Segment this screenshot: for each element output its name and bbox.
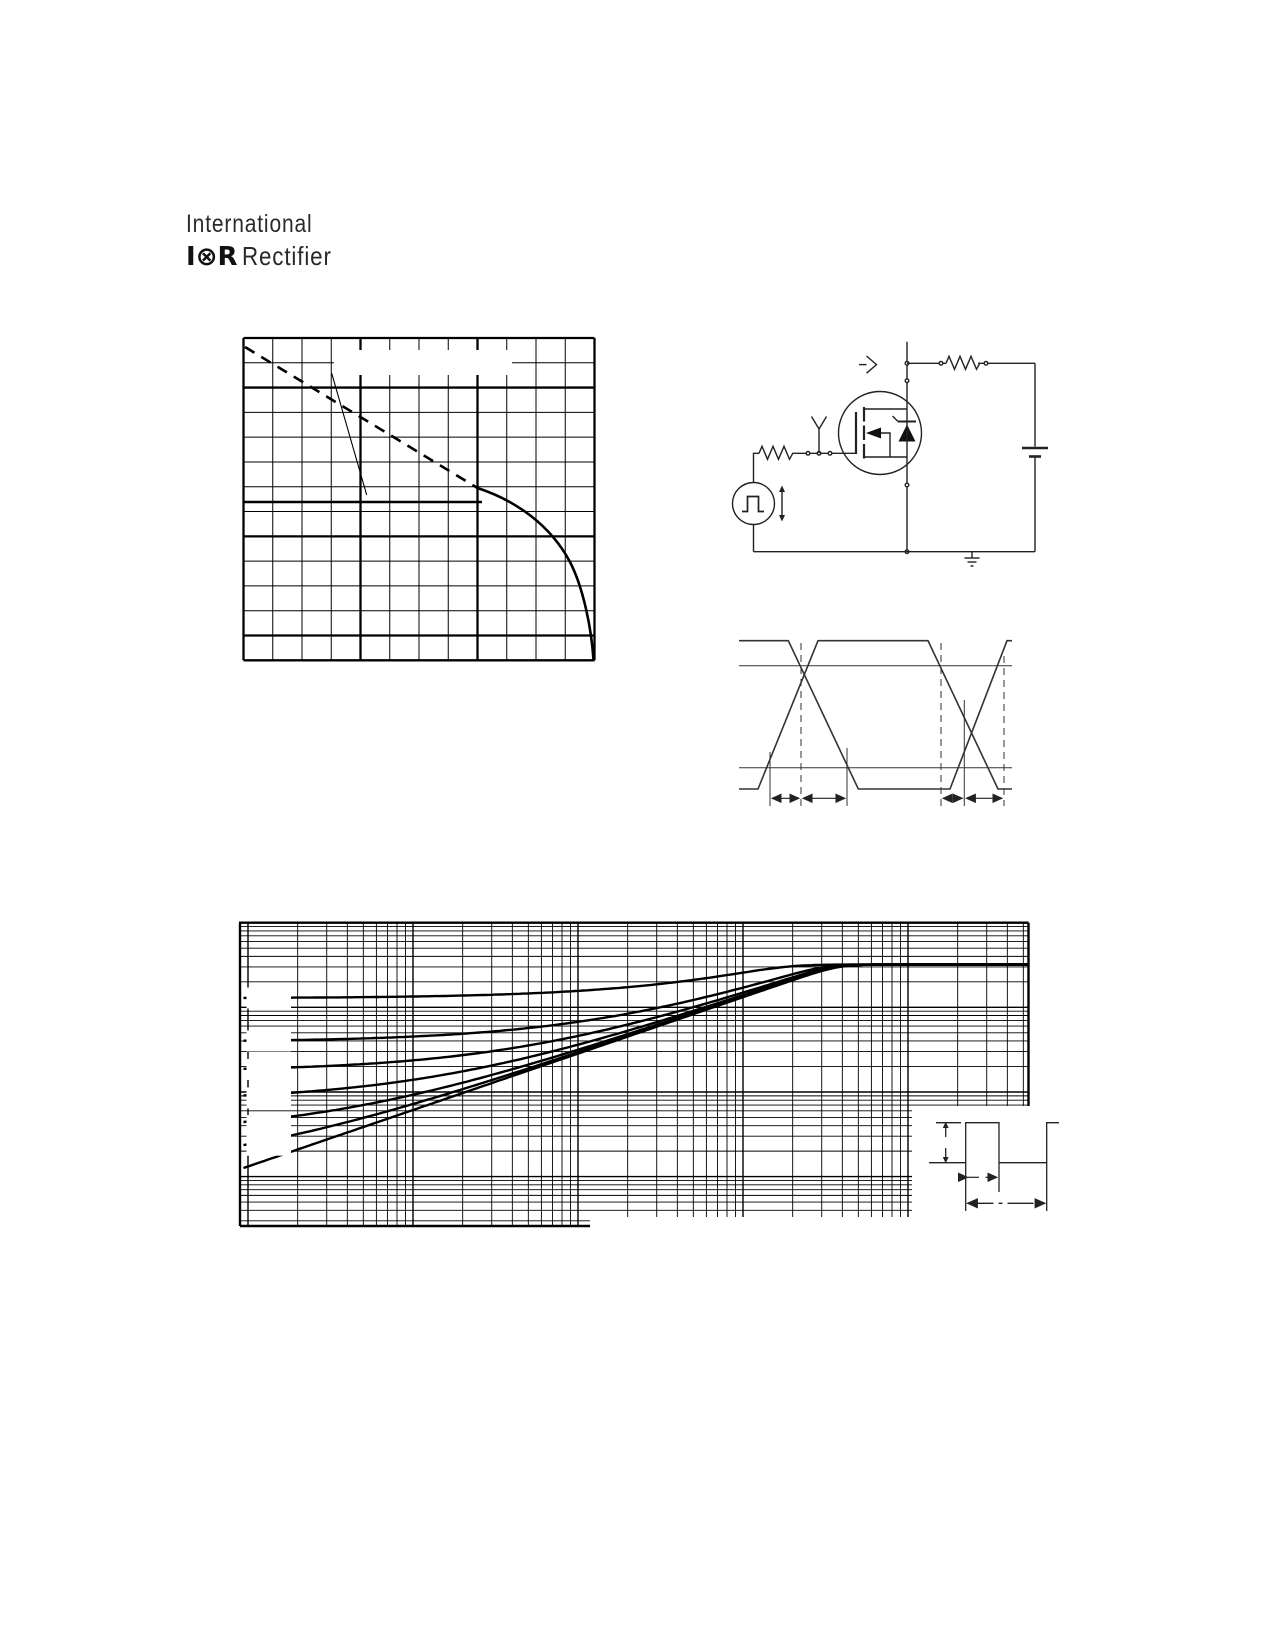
curve-4: [244, 965, 1028, 1096]
gate-probe-icon: [812, 417, 827, 454]
node-dot: [905, 379, 909, 383]
curve-5: [244, 965, 1028, 1123]
curve-6: [244, 965, 1028, 1146]
mosfet-source-step: [881, 433, 890, 457]
ior-symbol-icon: ⊗: [195, 242, 218, 272]
pulse-generator-icon: [733, 483, 775, 525]
node-dot: [905, 483, 909, 487]
node-dot: [984, 362, 988, 366]
mosfet-symbol: [839, 392, 922, 475]
switching-waveforms: [739, 641, 1012, 806]
waveform-trace-1: [739, 641, 1012, 789]
waveform-trace-2: [739, 641, 1012, 789]
generator-amplitude-arrow: [779, 486, 785, 522]
gate-resistor-icon: [759, 446, 793, 459]
ior-mark: I⊗R: [186, 242, 238, 272]
drain-input-arrow-icon: [859, 356, 877, 373]
node-dot: [828, 452, 832, 456]
node-dot: [806, 452, 810, 456]
ground-icon: [965, 552, 980, 566]
timing-guides: [770, 643, 1004, 806]
mosfet-body-arrow-icon: [866, 428, 881, 439]
curve-3: [244, 965, 1028, 1069]
battery-icon: [1022, 448, 1048, 457]
curve-1: [244, 965, 1028, 998]
gate-wire: [754, 453, 760, 482]
logo-word-rectifier-row: I⊗R Rectifier: [186, 241, 332, 272]
body-diode-icon: [893, 416, 917, 442]
node-dot: [939, 362, 943, 366]
logo-word-international: International: [186, 210, 313, 238]
switching-test-circuit: [733, 342, 1049, 566]
derating-soa-chart: [244, 338, 595, 660]
transient-thermal-impedance-chart: [239, 923, 1062, 1255]
drain-resistor-icon: [946, 356, 980, 369]
pulse-symbol-icon: [742, 497, 764, 512]
